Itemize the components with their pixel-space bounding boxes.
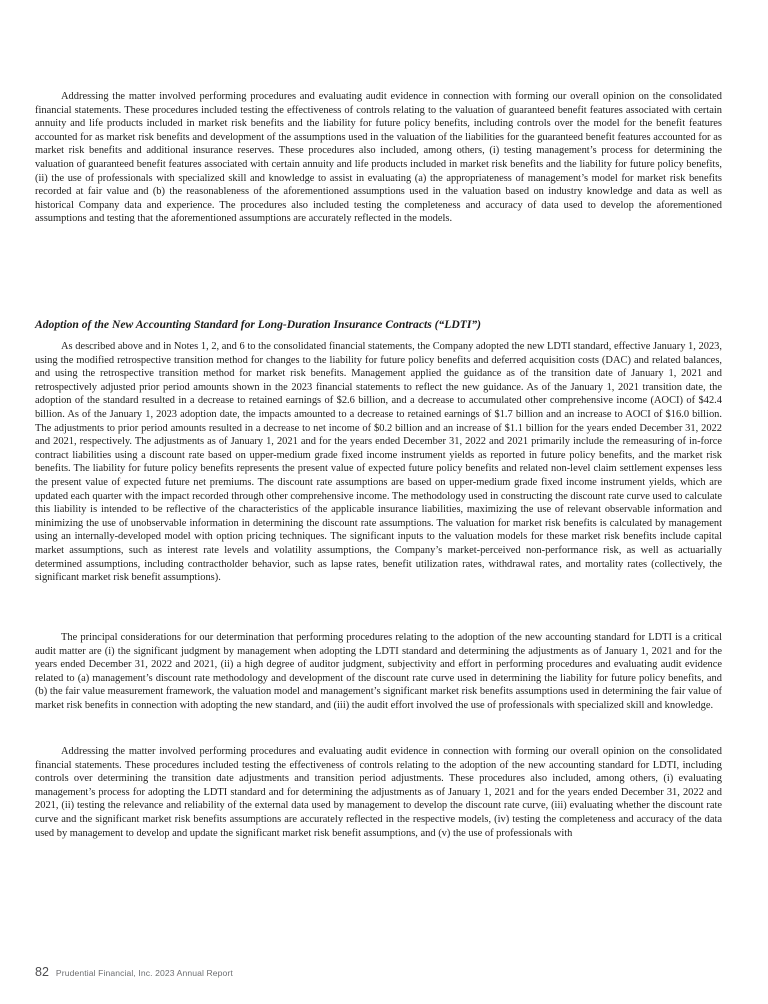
report-name: Prudential Financial, Inc. 2023 Annual Report	[55, 968, 233, 978]
page-footer	[35, 965, 233, 979]
paragraph-ldti-description: As described above and in Notes 1, 2, and 6 to the consolidated financial statements, the Company adopted the new LDTI standard, effective January 1, 2023, using the modified retrospective transition method for changes to the liability for future policy benefits and deferred acquisition costs (DAC) and related balances, and using the retrospective transition method for market risk benefits. Management applied the guidance as of the transition date of January 1, 2021 and retrospectively adjusted prior period amounts shown in the 2023 financial statements to reflect the new guidance. As of the January 1, 2021 transition date, the adoption of the standard resulted in a decrease to retained earnings of $2.6 billion, and a decrease to accumulated other comprehensive income (AOCI) of $42.4 billion. As of the January 1, 2023 adoption date, the impacts amounted to a decrease to retained earnings of $1.7 billion and an increase to AOCI of $16.0 billion. The adjustments to prior period amounts resulted in a decrease to net income of $0.2 billion and an increase of $1.1 billion for the years ended December 31, 2022 and 2021, respectively. The adjustments as of January 1, 2021 and for the years ended December 31, 2022 and 2021 primarily include the remeasuring of in-force contract liabilities using a discount rate based on upper-medium grade fixed income instrument yields as reported in future policy benefits, and the market risk benefits. The liability for future policy benefits represents the present value of expected future policy benefits and related non-level claim settlement expenses less the present value of expected future net premiums. The discount rate assumptions are based on upper-medium grade fixed income instrument yields, which are updated each quarter with the impact recorded through other comprehensive income. The methodology used in constructing the discount rate curve used to calculate this liability is intended to be reflective of the characteristics of the applicable insurance liabilities, maximizing the use of relevant observable information and minimizing the use of unobservable information in determining the discount rate assumptions. The valuation for market risk benefits is calculated by management using an internally-developed model with option pricing techniques. The significant inputs to the valuation models for these market risk benefits include capital market assumptions, such as interest rate levels and volatility assumptions, the Company’s market-perceived non-performance risk, as well as actuarially determined assumptions, including contractholder behavior, such as lapse rates, benefit utilization rates, withdrawal rates, and mortality rates (collectively, the significant market risk benefit assumptions).	[35, 341, 722, 584]
paragraph-procedures-ldti: Addressing the matter involved performing procedures and evaluating audit evidence in connection with forming our overall opinion on the consolidated financial statements. These procedures included testing the effectiveness of controls relating to the adoption of the new accounting standard for LDTI, including controls over determining the transition date adjustments and transition period adjustments. These procedures also included, among others, (i) evaluating management’s process for adopting the LDTI standard and for determining the adjustments as of January 1, 2021 and for the years ended December 31, 2022 and 2021, (ii) testing the relevance and reliability of the external data used by management to develop the discount rate curve, (iii) evaluating whether the discount rate curve and the significant market risk benefits assumptions are accurately reflected in the respective models, (iv) testing the completeness and accuracy of the data used by management to develop and update the significant market risk benefit assumptions, and (v) the use of professionals with	[35, 746, 722, 839]
section-heading-ldti: Adoption of the New Accounting Standard for Long-Duration Insurance Contracts (“LDTI”)	[35, 318, 481, 331]
page-number: 82	[35, 965, 49, 979]
paragraph-procedures-market-risk-benefits: Addressing the matter involved performing procedures and evaluating audit evidence in connection with forming our overall opinion on the consolidated financial statements. These procedures included testing the effectiveness of controls relating to the valuation of guaranteed benefit features associated with certain annuity and life products included in market risk benefits and the liability for future policy benefits, including controls over the model for the benefit features accounted for as market risk benefits and development of the assumptions used in the valuation of the liabilities for the guaranteed benefit features accounted for as market risk benefits and additional insurance reserves. These procedures also included, among others, (i) testing management’s process for determining the valuation of guaranteed benefit features associated with certain annuity and life products included in market risk benefits and the liability for future policy benefits, (ii) the use of professionals with specialized skill and knowledge to assist in evaluating (a) the appropriateness of management’s model for market risk benefits recorded at fair value and (b) the reasonableness of the aforementioned assumptions used in the valuation based on industry knowledge and data as well as historical Company data and experience. The procedures also included testing the completeness and accuracy of data used to develop the aforementioned assumptions and testing that the aforementioned assumptions are accurately reflected in the models.	[35, 91, 722, 225]
paragraph-principal-considerations: The principal considerations for our determination that performing procedures relating to the adoption of the new accounting standard for LDTI is a critical audit matter are (i) the significant judgment by management when adopting the LDTI standard and determining the adjustments as of January 1, 2021 and for the years ended December 31, 2022 and 2021, (ii) a high degree of auditor judgment, subjectivity and effort in performing procedures and evaluating audit evidence related to (a) management’s discount rate methodology and development of the discount rate curve used in determining the liability for future policy benefits, and (b) the fair value measurement framework, the valuation model and management’s significant market risk benefits assumptions used in determining the fair value of market risk benefits in connection with adopting the new standard, and (iii) the audit effort involved the use of professionals with specialized skill and knowledge.	[35, 632, 722, 711]
